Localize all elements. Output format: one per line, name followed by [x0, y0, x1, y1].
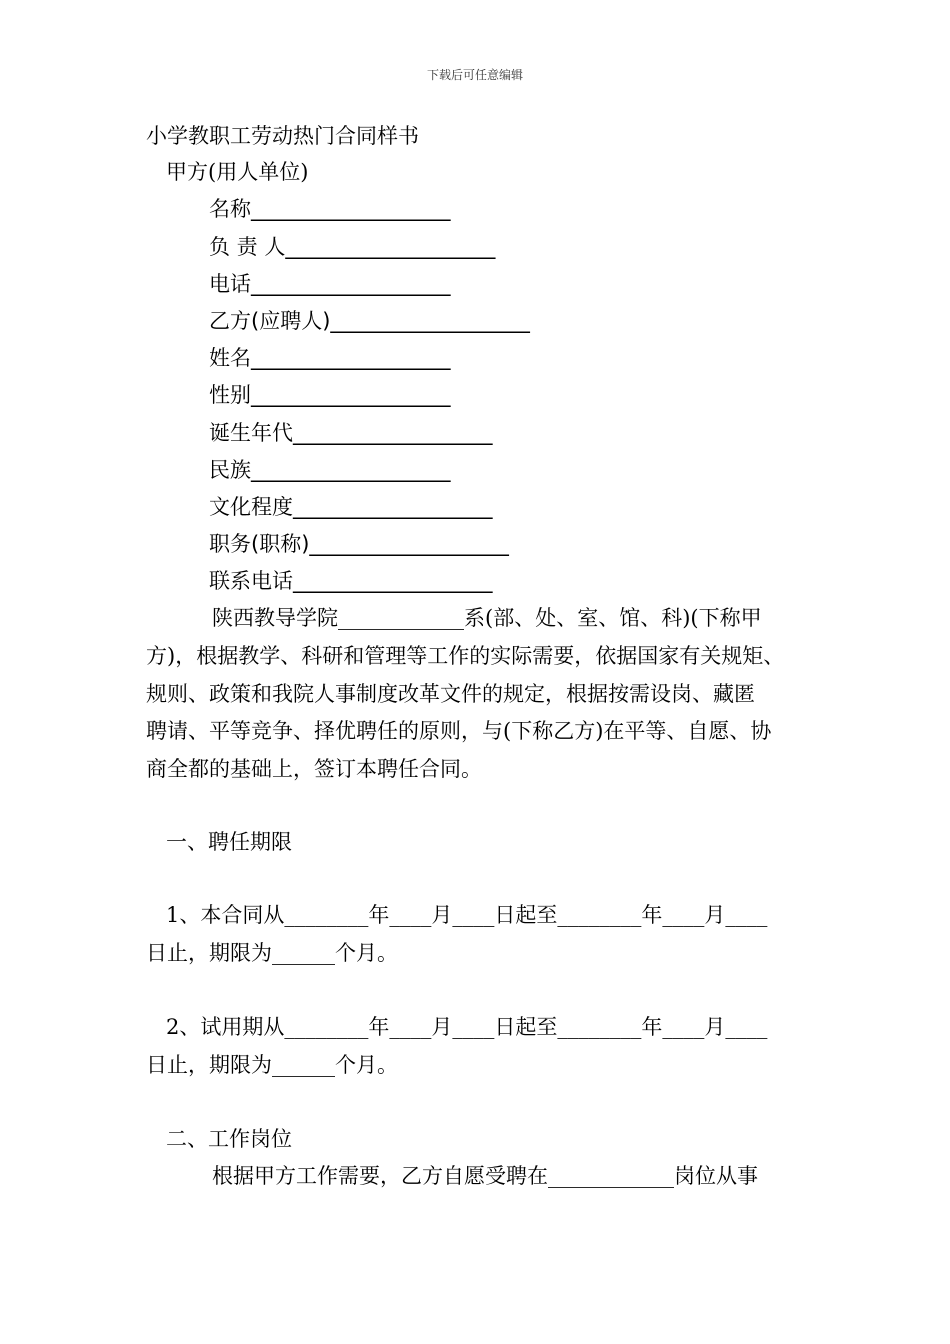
party-a-heading: 甲方(用人单位) [166, 160, 309, 184]
section2-heading: 二、工作岗位 [166, 1127, 292, 1151]
party-b-position-field: 职务(职称)___________________ [209, 532, 509, 556]
party-b-birth-field: 诞生年代___________________ [209, 421, 493, 445]
party-a-name-field: 名称___________________ [209, 197, 451, 221]
section1-item1-line1: 1、本合同从________年____月____日起至________年____月____ [166, 903, 768, 927]
party-a-phone-field: 电话___________________ [209, 272, 451, 296]
document-title: 小学教职工劳动热门合同样书 [146, 124, 419, 148]
page-header: 下载后可任意编辑 [426, 68, 523, 82]
intro-line-5: 商全都的基础上，签订本聘任合同。 [146, 757, 482, 781]
section2-text: 根据甲方工作需要，乙方自愿受聘在____________岗位从事 [212, 1164, 758, 1188]
intro-line-2: 方)，根据教学、科研和管理等工作的实际需要，依据国家有关规矩、 [146, 644, 785, 668]
party-b-contact-phone-field: 联系电话___________________ [209, 569, 493, 593]
intro-line-3: 规则、政策和我院人事制度改革文件的规定，根据按需设岗、藏匿 [146, 682, 755, 706]
party-b-ethnicity-field: 民族___________________ [209, 458, 451, 482]
party-b-education-field: 文化程度___________________ [209, 495, 493, 519]
intro-line-4: 聘请、平等竞争、择优聘任的原则，与(下称乙方)在平等、自愿、协 [146, 719, 772, 743]
section1-item2-line1: 2、试用期从________年____月____日起至________年____月____ [166, 1015, 768, 1039]
party-a-leader-field: 负 责 人____________________ [209, 235, 496, 259]
intro-line-1: 陕西教导学院____________系(部、处、室、馆、科)(下称甲 [212, 606, 762, 630]
section1-item2-line2: 日止，期限为______个月。 [146, 1053, 398, 1077]
section1-heading: 一、聘任期限 [166, 830, 292, 854]
party-b-gender-field: 性别___________________ [209, 383, 451, 407]
section1-item1-line2: 日止，期限为______个月。 [146, 941, 398, 965]
party-b-heading: 乙方(应聘人)___________________ [209, 309, 530, 333]
party-b-name-field: 姓名___________________ [209, 346, 451, 370]
